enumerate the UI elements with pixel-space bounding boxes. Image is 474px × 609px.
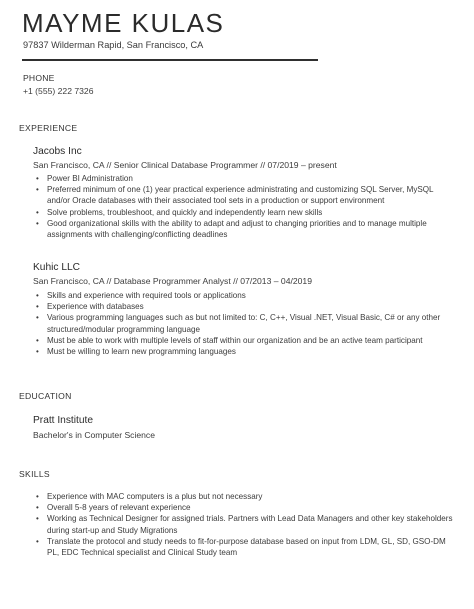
job-company: Jacobs Inc: [33, 146, 82, 157]
list-item: • Experience with MAC computers is a plus but not necessary: [33, 491, 453, 502]
list-item: • Experience with databases: [33, 301, 453, 312]
degree: Bachelor's in Computer Science: [33, 430, 156, 440]
phone-label: PHONE: [23, 73, 55, 83]
list-item: • Preferred minimum of one (1) year practical experience administrating and customizing SQL Server, MySQL and/or Oracle databases with their associated tool sets in a production or support environment: [33, 184, 453, 206]
phone-value: +1 (555) 222 7326: [23, 86, 94, 96]
education-heading: EDUCATION: [19, 391, 72, 401]
list-item: • Overall 5-8 years of relevant experience: [33, 502, 453, 513]
list-item: • Working as Technical Designer for assigned trials. Partners with Lead Data Managers and other key stakeholders during start-up and Study Migrations: [33, 513, 453, 535]
job-bullets: [33, 173, 453, 240]
list-item: • Various programming languages such as but not limited to: C, C++, Visual .NET, Visual Basic, C# or any other structured/modular programming language: [33, 312, 453, 334]
list-item: • Skills and experience with required tools or applications: [33, 290, 453, 301]
list-item: • Good organizational skills with the ability to adapt and adjust to changing priorities and to manage multiple assignments with challenging/conflicting deadlines: [33, 218, 453, 240]
job-meta: San Francisco, CA // Database Programmer Analyst // 07/2013 – 04/2019: [33, 276, 312, 286]
list-item: • Solve problems, troubleshoot, and quickly and independently learn new skills: [33, 207, 453, 218]
list-item: • Must be willing to learn new programming languages: [33, 346, 453, 357]
header-divider: [22, 59, 318, 61]
job-company: Kuhic LLC: [33, 262, 81, 273]
job-bullets: [33, 290, 453, 357]
skills-list: [33, 491, 453, 558]
list-item: • Must be able to work with multiple levels of staff within our organization and be an active team participant: [33, 335, 453, 346]
job-meta: San Francisco, CA // Senior Clinical Database Programmer // 07/2019 – present: [33, 160, 337, 170]
candidate-address: 97837 Wilderman Rapid, San Francisco, CA: [23, 40, 204, 50]
school-name: Pratt Institute: [33, 415, 94, 426]
list-item: • Power BI Administration: [33, 173, 453, 184]
skills-heading: SKILLS: [19, 469, 50, 479]
list-item: • Translate the protocol and study needs to fit-for-purpose database based on input from LDM, GL, SD, GSO-DM PL, EDC Technical specialist and Clinical Study team: [33, 536, 453, 558]
experience-heading: EXPERIENCE: [19, 123, 78, 133]
candidate-name: MAYME KULAS: [22, 8, 225, 38]
